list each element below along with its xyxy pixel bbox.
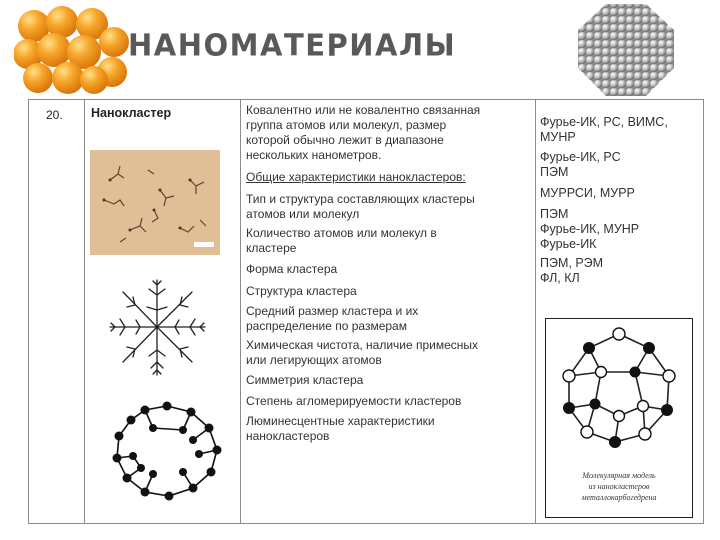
characteristic-line: распределение по размерам [246, 319, 407, 333]
column-divider [535, 99, 536, 524]
definition-line: которой обычно лежит в диапазоне [246, 133, 444, 147]
definition-line: нескольких нанометров. [246, 148, 382, 162]
column-divider [240, 99, 241, 524]
cage-molecular-model-image [545, 318, 693, 518]
method-line: Фурье-ИК, РС, ВИМС, [540, 115, 668, 129]
ring-molecular-model-image [105, 398, 225, 508]
row-number: 20. [46, 108, 63, 122]
characteristics-heading: Общие характеристики нанокластеров: [246, 170, 466, 184]
dendritic-micrograph-image [90, 150, 220, 255]
characteristic-line: или легирующих атомов [246, 353, 382, 367]
characteristic-line: атомов или молекул [246, 207, 360, 221]
method-line: ФЛ, КЛ [540, 271, 580, 285]
method-line: ПЭМ, РЭМ [540, 256, 604, 270]
characteristic-line: Средний размер кластера и их [246, 304, 419, 318]
fractal-cluster-image [95, 270, 220, 385]
method-line: МУРРСИ, МУРР [540, 186, 635, 200]
method-line: МУНР [540, 130, 576, 144]
term-name: Нанокластер [91, 106, 172, 120]
definition-line: группа атомов или молекул, размер [246, 118, 447, 132]
characteristic-line: кластере [246, 241, 297, 255]
characteristic-line: Форма кластера [246, 262, 338, 276]
characteristic-line: Химическая чистота, наличие примесных [246, 338, 479, 352]
figure-caption-line: из нанокластеров [588, 482, 650, 491]
method-line: Фурье-ИК, РС [540, 150, 621, 164]
definition-line: Ковалентно или не ковалентно связанная [246, 103, 481, 117]
figure-caption-line: металлокарбогедрена [581, 493, 657, 502]
page-title: НАНОМАТЕРИАЛЫ [128, 27, 457, 63]
characteristic-line: Симметрия кластера [246, 373, 364, 387]
method-line: Фурье-ИК, МУНР [540, 222, 640, 236]
characteristic-line: Структура кластера [246, 284, 357, 298]
method-line: ПЭМ [540, 207, 569, 221]
method-line: Фурье-ИК [540, 237, 597, 251]
characteristic-line: Количество атомов или молекул в [246, 226, 437, 240]
method-line: ПЭМ [540, 165, 569, 179]
characteristic-line: Степень агломерируемости кластеров [246, 394, 462, 408]
characteristic-line: Тип и структура составляющих кластеры [246, 192, 475, 206]
orange-sphere-cluster-icon [14, 6, 134, 96]
column-divider [84, 99, 85, 524]
figure-caption-line: Молекулярная модель [582, 471, 656, 480]
characteristic-line: нанокластеров [246, 429, 330, 443]
silver-sphere-cluster-icon [570, 0, 682, 100]
characteristic-line: Люминесцентные характеристики [246, 414, 435, 428]
